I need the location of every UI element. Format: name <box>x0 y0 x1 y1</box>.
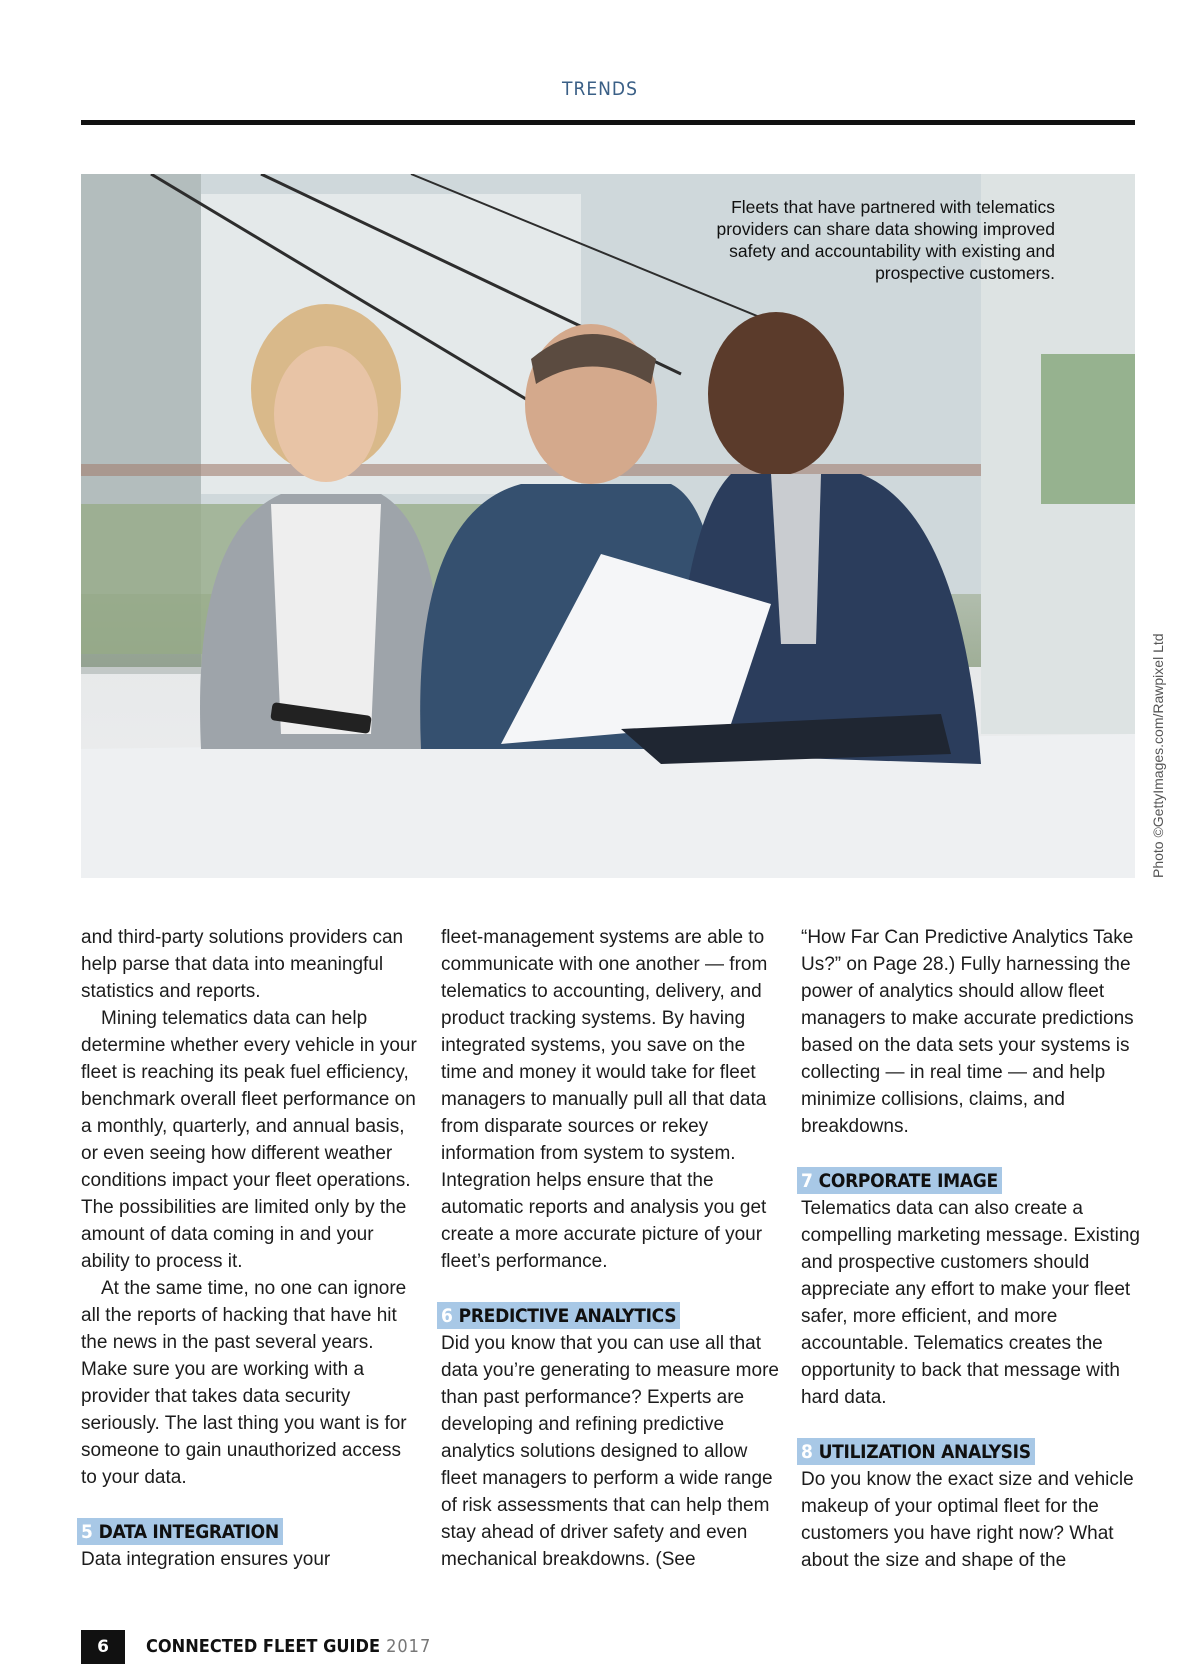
page-number: 6 <box>81 1630 125 1664</box>
publication-title <box>146 1636 431 1657</box>
heading-utilization-analysis <box>797 1438 1035 1465</box>
section-label: TRENDS <box>562 78 638 100</box>
heading-text: DATA INTEGRATION <box>98 1521 279 1543</box>
heading-number: 8 <box>801 1441 813 1463</box>
heading-text: CORPORATE IMAGE <box>818 1170 998 1192</box>
publication-name: CONNECTED FLEET GUIDE <box>146 1636 381 1657</box>
text-column-2 <box>441 924 779 1573</box>
paragraph: Telematics data can also create a compelling marketing message. Existing and prospective customers should appreciate any effort to make your fleet safer, more efficient, and more accountable. Telematics creates the opportunity to back that message with hard data. <box>801 1198 1140 1408</box>
paragraph: “How Far Can Predictive Analytics Take Us?” on Page 28.) Fully harnessing the power of analytics should allow fleet managers to make accurate predictions based on the data sets your systems is collecting — in real time — and help minimize collisions, claims, and breakdowns. <box>801 927 1134 1137</box>
paragraph: Mining telematics data can help determine whether every vehicle in your fleet is reaching its peak fuel efficiency, benchmark overall fleet performance on a monthly, quarterly, and annual basis, or even seeing how different weather conditions impact your fleet operations. The possibilities are limited only by the amount of data coming in and your ability to process it. <box>81 1008 417 1272</box>
paragraph: fleet-management systems are able to communicate with one another — from telematics to accounting, delivery, and product tracking systems. By having integrated systems, you save on the time and money it would take for fleet managers to manually pull all that data from disparate sources or rekey information from system to system. Integration helps ensure that the automatic reports and analysis you get create a more accurate picture of your fleet’s performance. <box>441 927 768 1272</box>
heading-text: UTILIZATION ANALYSIS <box>818 1441 1031 1463</box>
paragraph: Did you know that you can use all that data you’re generating to measure more than past performance? Experts are developing and refining predictive analytics solutions designed to allow fleet managers to perform a wide range of risk assessments that can help them stay ahead of driver safety and even mechanical breakdowns. (See <box>441 1333 779 1570</box>
heading-text: PREDICTIVE ANALYTICS <box>458 1305 677 1327</box>
paragraph: At the same time, no one can ignore all the reports of hacking that have hit the news in the past several years. Make sure you are working with a provider that takes data security seriously. The last thing you want is for someone to gain unauthorized access to your data. <box>81 1278 407 1488</box>
feature-photo <box>81 174 1135 878</box>
photo-credit: Photo ©GettyImages.com/Rawpixel Ltd <box>1150 633 1166 878</box>
heading-corporate-image <box>797 1167 1002 1194</box>
page-footer <box>81 1630 681 1664</box>
heading-predictive-analytics <box>437 1302 680 1329</box>
text-column-3 <box>801 924 1141 1574</box>
paragraph: Do you know the exact size and vehicle makeup of your optimal fleet for the customers you have right now? What about the size and shape of the <box>801 1469 1134 1571</box>
paragraph: Data integration ensures your <box>81 1549 331 1570</box>
top-rule <box>81 120 1135 125</box>
heading-number: 6 <box>441 1305 453 1327</box>
heading-number: 5 <box>81 1521 93 1543</box>
publication-year: 2017 <box>386 1636 432 1657</box>
heading-number: 7 <box>801 1170 813 1192</box>
text-column-1 <box>81 924 419 1573</box>
paragraph: and third-party solutions providers can help parse that data into meaningful statistics and reports. <box>81 927 404 1002</box>
photo-caption: Fleets that have partnered with telematics providers can share data showing improved safety and accountability with existing and prospective customers. <box>716 197 1055 283</box>
heading-data-integration <box>77 1518 283 1545</box>
